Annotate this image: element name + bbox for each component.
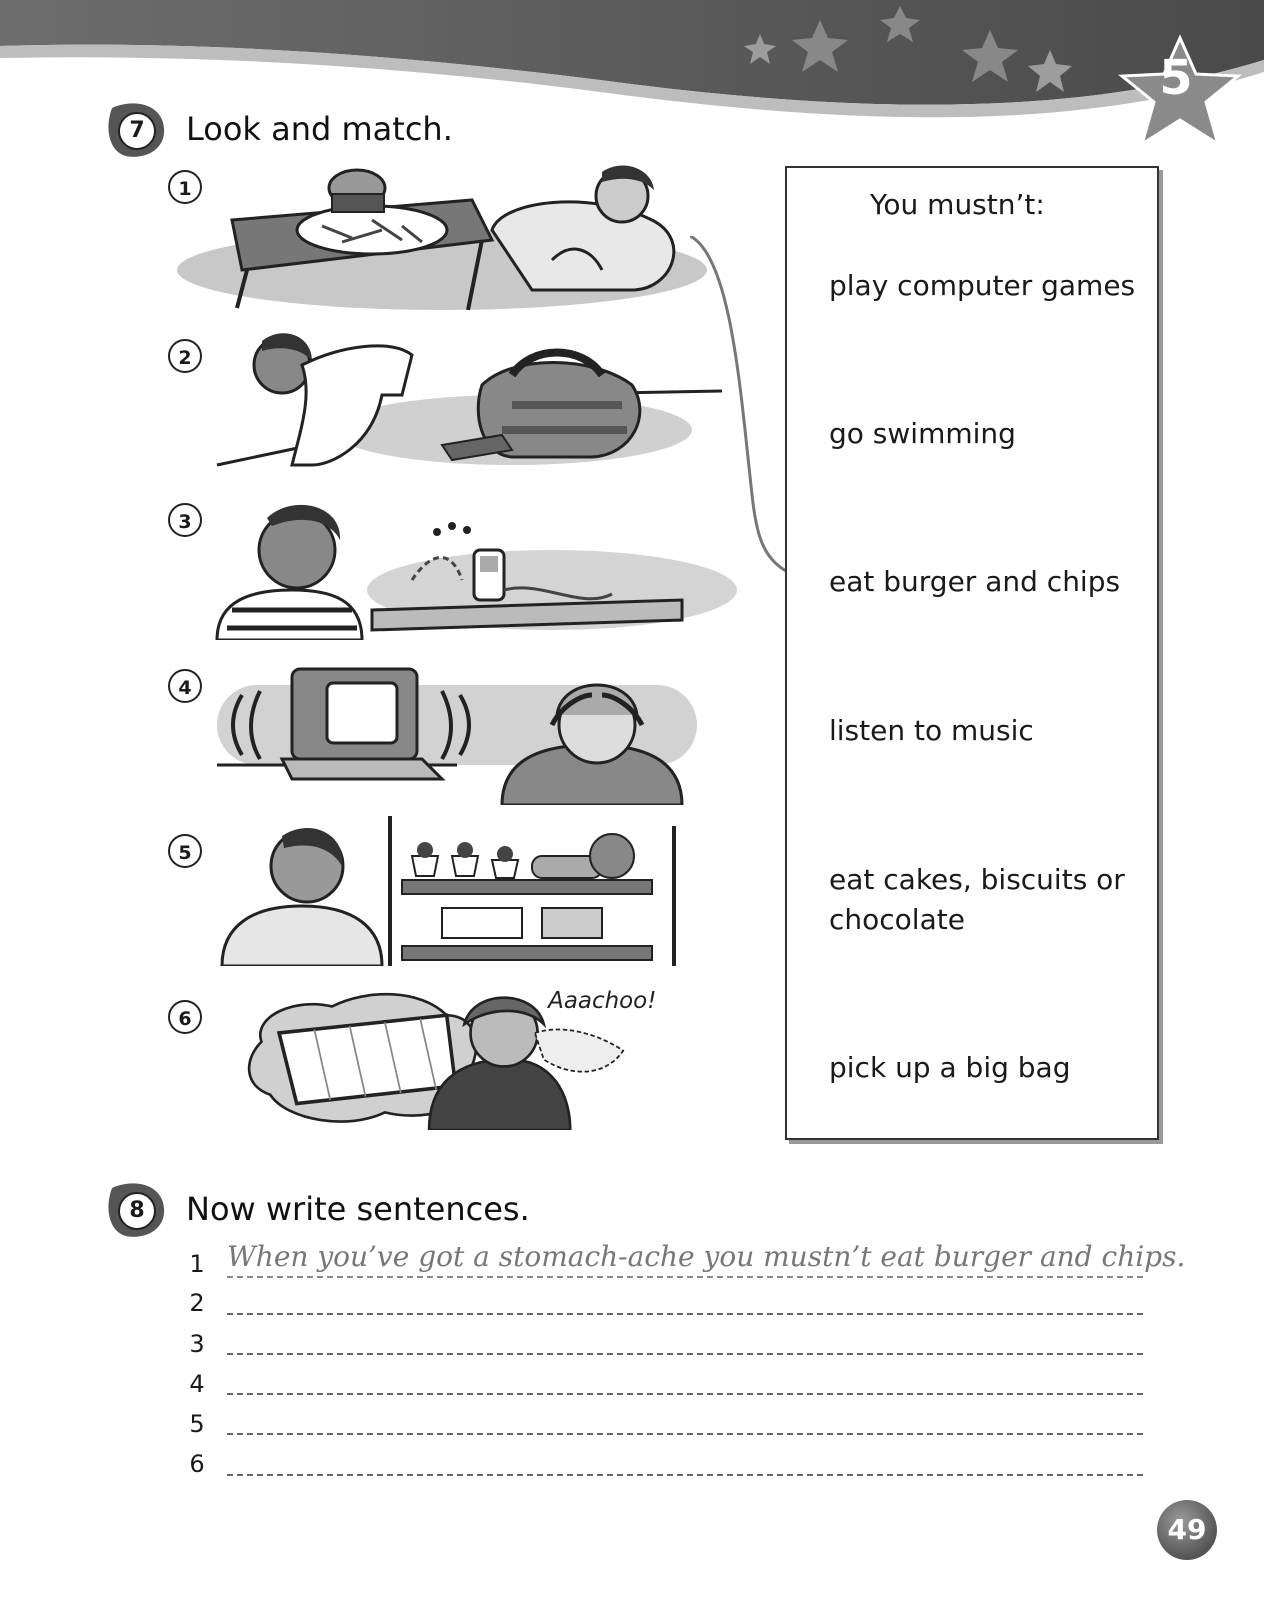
answer-box-heading: You mustn’t: — [870, 188, 1045, 221]
cold-swimming-pool-icon — [212, 980, 752, 1130]
writing-line-2[interactable] — [227, 1313, 1143, 1315]
toothache-cakes-icon — [212, 816, 752, 966]
exercise-number-8: 8 — [118, 1192, 156, 1230]
item-number-2: 2 — [168, 339, 202, 373]
option-play-computer-games[interactable]: play computer games — [829, 269, 1136, 302]
ear-ache-music-player-icon — [212, 490, 752, 640]
sneeze-text: Aaachoo! — [548, 988, 657, 1015]
answer-box — [785, 166, 1159, 1140]
option-eat-burger-and-chips[interactable]: eat burger and chips — [829, 565, 1121, 598]
writing-line-5[interactable] — [227, 1433, 1143, 1435]
page-number: 49 — [1157, 1500, 1217, 1560]
line-number-5: 5 — [189, 1410, 205, 1438]
exercise-title-8: Now write sentences. — [186, 1190, 530, 1228]
example-sentence: When you’ve got a stomach-ache you mustn’t eat burger and chips. — [227, 1238, 1143, 1278]
writing-line-6[interactable] — [227, 1474, 1143, 1476]
line-number-1: 1 — [189, 1250, 205, 1278]
writing-line-4[interactable] — [227, 1393, 1143, 1395]
line-number-6: 6 — [189, 1450, 205, 1478]
writing-line-3[interactable] — [227, 1353, 1143, 1355]
burger-and-stomach-ache-icon — [172, 160, 712, 310]
option-pick-up-a-big-bag[interactable]: pick up a big bag — [829, 1051, 1071, 1084]
exercise-title-7: Look and match. — [186, 110, 453, 148]
exercise-number-7: 7 — [118, 112, 156, 150]
option-listen-to-music[interactable]: listen to music — [829, 714, 1034, 747]
item-number-4: 4 — [168, 669, 202, 703]
back-ache-heavy-bag-icon — [212, 325, 752, 475]
item-number-3: 3 — [168, 503, 202, 537]
option-go-swimming[interactable]: go swimming — [829, 417, 1016, 450]
line-number-4: 4 — [189, 1370, 205, 1398]
item-number-5: 5 — [168, 834, 202, 868]
line-number-3: 3 — [189, 1330, 205, 1358]
line-number-2: 2 — [189, 1289, 205, 1317]
item-number-6: 6 — [168, 1000, 202, 1034]
item-number-1: 1 — [168, 170, 202, 204]
headache-computer-icon — [212, 655, 752, 805]
option-eat-cakes-biscuits-chocolate[interactable]: eat cakes, biscuits or chocolate — [829, 863, 1125, 936]
unit-number: 5 — [1159, 50, 1193, 106]
